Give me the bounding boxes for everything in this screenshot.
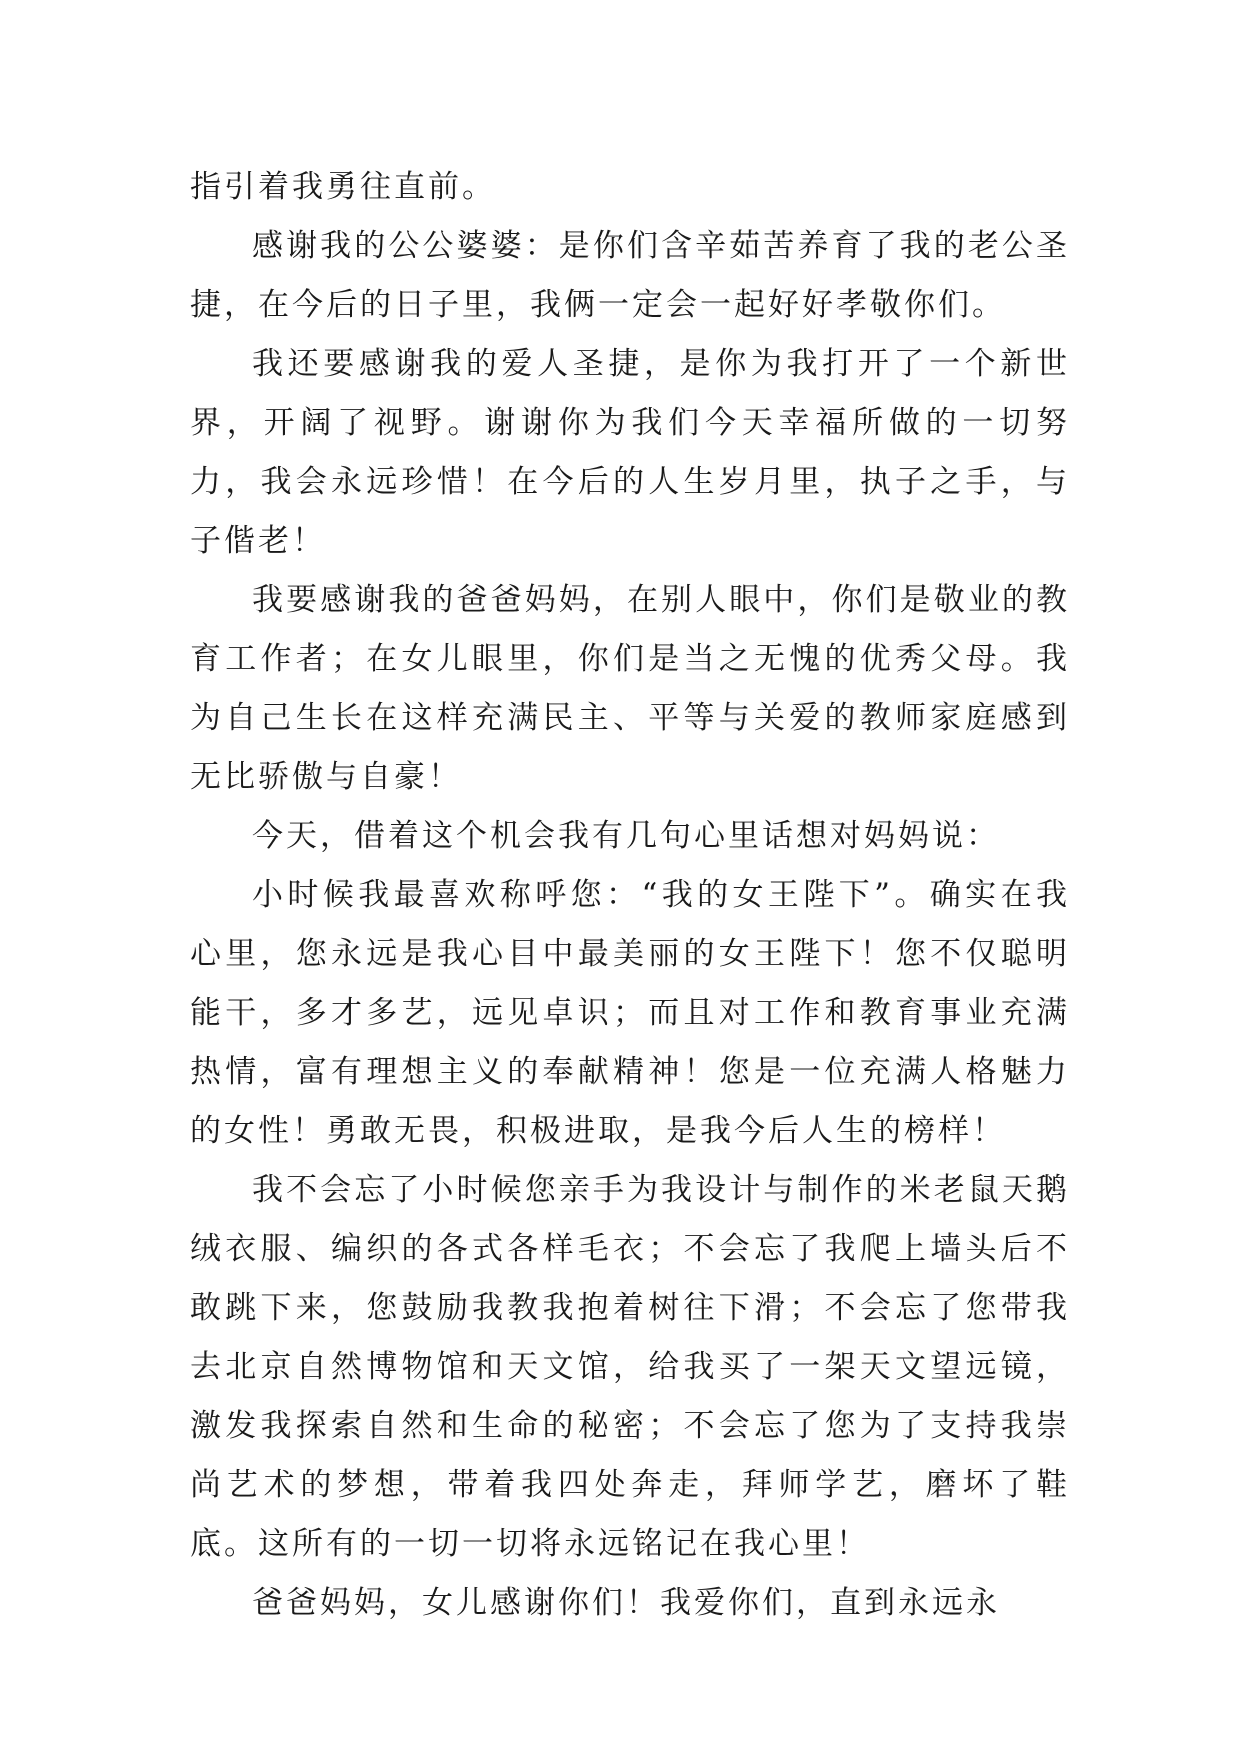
paragraph-4: 我要感谢我的爸爸妈妈，在别人眼中，你们是敬业的教育工作者；在女儿眼里，你们是当之无愧的优秀父母。我为自己生长在这样充满民主、平等与关爱的教师家庭感到无比骄傲与自豪！ — [190, 582, 1070, 795]
paragraph-1: 指引着我勇往直前。 — [190, 169, 496, 205]
paragraph-3: 我还要感谢我的爱人圣捷，是你为我打开了一个新世界，开阔了视野。谢谢你为我们今天幸福所做的一切努力，我会永远珍惜！在今后的人生岁月里，执子之手，与子偕老！ — [190, 346, 1070, 559]
paragraph-5: 今天，借着这个机会我有几句心里话想对妈妈说： — [252, 818, 1000, 854]
document-body — [190, 158, 1070, 1633]
paragraph-7: 我不会忘了小时候您亲手为我设计与制作的米老鼠天鹅绒衣服、编织的各式各样毛衣；不会忘了我爬上墙头后不敢跳下来，您鼓励我教我抱着树往下滑；不会忘了您带我去北京自然博物馆和天文馆，给我买了一架天文望远镜，激发我探索自然和生命的秘密；不会忘了您为了支持我崇尚艺术的梦想，带着我四处奔走，拜师学艺，磨坏了鞋底。这所有的一切一切将永远铭记在我心里！ — [190, 1172, 1070, 1562]
paragraph-2: 感谢我的公公婆婆：是你们含辛茹苦养育了我的老公圣捷，在今后的日子里，我俩一定会一起好好孝敬你们。 — [190, 228, 1070, 323]
paragraph-6: 小时候我最喜欢称呼您：“我的女王陛下”。确实在我心里，您永远是我心目中最美丽的女王陛下！您不仅聪明能干，多才多艺，远见卓识；而且对工作和教育事业充满热情，富有理想主义的奉献精神！您是一位充满人格魅力的女性！勇敢无畏，积极进取，是我今后人生的榜样！ — [190, 877, 1070, 1149]
paragraph-8: 爸爸妈妈，女儿感谢你们！我爱你们，直到永远永 — [252, 1585, 1000, 1621]
